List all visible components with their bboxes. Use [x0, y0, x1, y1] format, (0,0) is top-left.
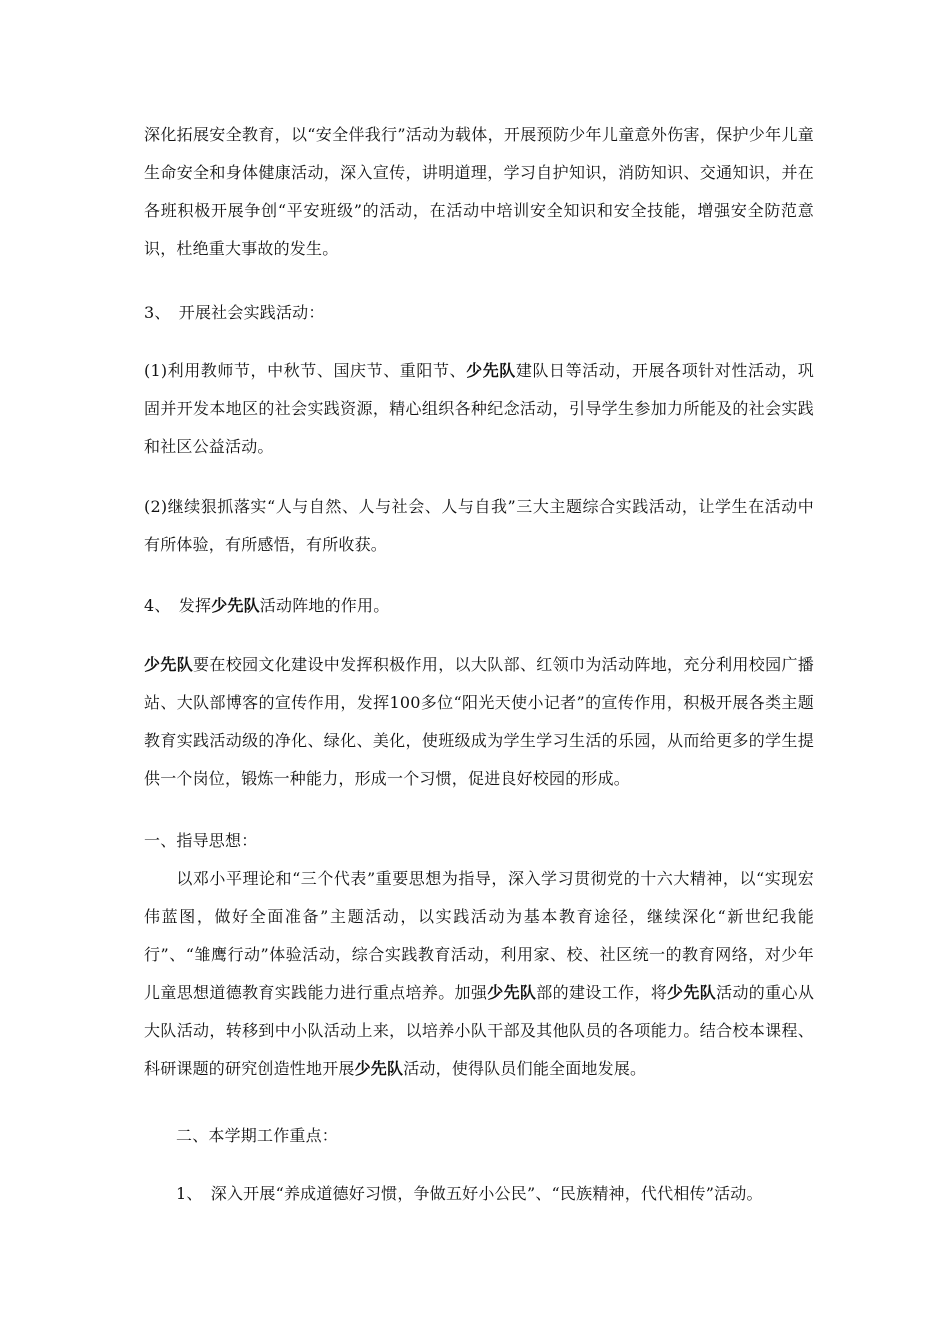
heading-social-practice: 3、 开展社会实践活动：: [144, 303, 325, 322]
text-segment: (1)利用教师节，中秋节、国庆节、重阳节、: [144, 361, 467, 380]
highlight-keyword: 少先队: [667, 983, 717, 1002]
text-segment: 活动，使得队员们能全面地发展。: [403, 1059, 647, 1078]
highlight-keyword: 少先队: [144, 655, 194, 674]
highlight-keyword: 少先队: [354, 1059, 404, 1078]
text-segment: 活动的重心从大队活动，转移到中小队活动上来，以培养小队干部及其他队员的各项能力。结合校本课程、科研课题的研究创造性地开展: [144, 983, 815, 1078]
paragraph-guiding-ideology: [144, 860, 814, 1088]
paragraph-social-practice-1: [144, 352, 814, 466]
heading-guiding-ideology: 一、指导思想：: [144, 831, 258, 850]
text-segment: 要在校园文化建设中发挥积极作用，以大队部、红领巾为活动阵地，充分利用校园广播站、大队部博客的宣传作用，发挥100多位“阳光天使小记者”的宣传作用，积极开展各类主题教育实践活动级的净化、绿化、美化，使班级成为学生学习生活的乐园，从而给更多的学生提供一个岗位，锻炼一种能力，形成一个习惯，促进良好校园的形成。: [144, 655, 814, 788]
text-segment: 活动阵地的作用。: [259, 596, 390, 615]
text-segment: 部的建设工作，将: [536, 983, 668, 1002]
paragraph-campus-culture: [144, 646, 814, 798]
highlight-keyword: 少先队: [487, 983, 537, 1002]
paragraph-safety-education: 深化拓展安全教育，以“安全伴我行”活动为载体，开展预防少年儿童意外伤害，保护少年儿童生命安全和身体健康活动，深入宣传，讲明道理，学习自护知识，消防知识、交通知识，并在各班积极开展争创“平安班级”的活动，在活动中培训安全知识和安全技能，增强安全防范意识，杜绝重大事故的发生。: [144, 125, 814, 258]
heading-activity-base: [144, 587, 814, 625]
heading-semester-focus: 二、本学期工作重点：: [176, 1126, 339, 1145]
paragraph-focus-item-1: 1、 深入开展“养成道德好习惯，争做五好小公民”、“民族精神，代代相传”活动。: [176, 1184, 763, 1203]
highlight-keyword: 少先队: [466, 361, 516, 380]
highlight-keyword: 少先队: [211, 596, 260, 615]
text-segment: 4、 发挥: [144, 596, 212, 615]
text-segment: 建队日等活动，开展各项针对性活动，巩固并开发本地区的社会实践资源，精心组织各种纪念活动，引导学生参加力所能及的社会实践和社区公益活动。: [144, 361, 814, 456]
text-segment: 以邓小平理论和“三个代表”重要思想为指导，深入学习贯彻党的十六大精神，以“实现宏伟蓝图，做好全面准备”主题活动，以实践活动为基本教育途径，继续深化“新世纪我能行”、“雏鹰行动”体验活动，综合实践教育活动，利用家、校、社区统一的教育网络，对少年儿童思想道德教育实践能力进行重点培养。加强: [144, 869, 814, 1002]
paragraph-social-practice-2: (2)继续狠抓落实“人与自然、人与社会、人与自我”三大主题综合实践活动，让学生在活动中有所体验，有所感悟，有所收获。: [144, 497, 814, 554]
